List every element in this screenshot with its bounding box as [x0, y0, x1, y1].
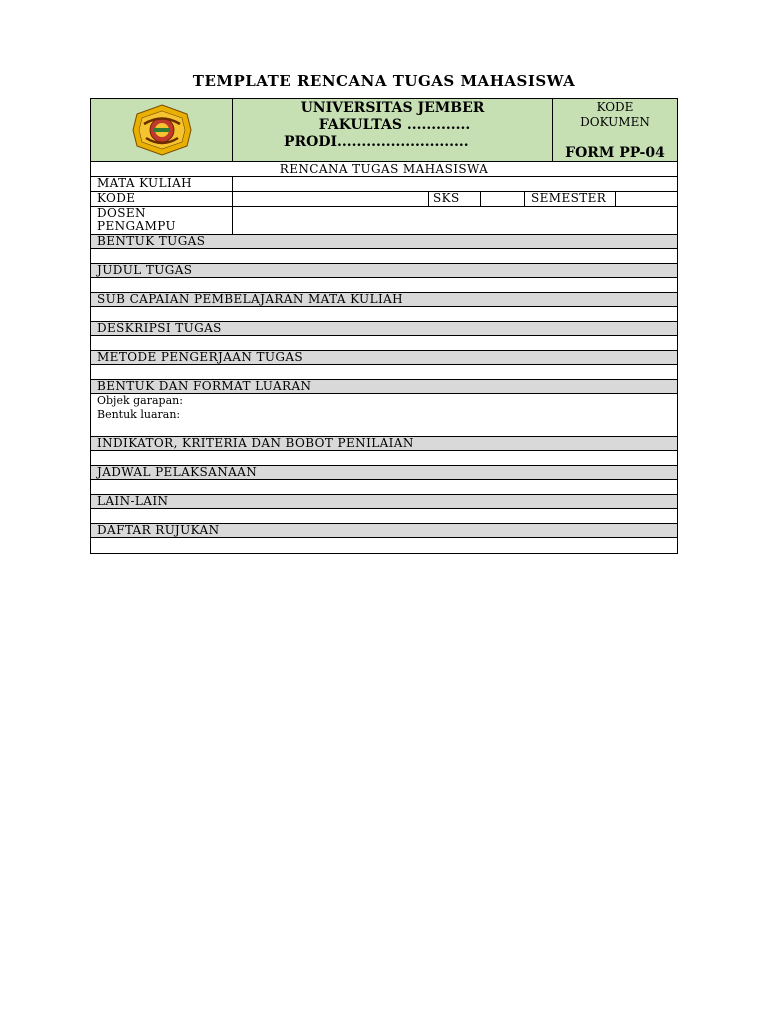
indikator-field[interactable] [91, 451, 677, 466]
deskripsi-header: DESKRIPSI TUGAS [91, 322, 677, 336]
document-label: DOKUMEN [580, 115, 650, 129]
bentuk-tugas-header: BENTUK TUGAS [91, 235, 677, 249]
objek-garapan-label: Objek garapan: [97, 394, 183, 407]
sub-capaian-header: SUB CAPAIAN PEMBELAJARAN MATA KULIAH [91, 293, 677, 307]
judul-tugas-field[interactable] [91, 278, 677, 293]
semester-field[interactable] [616, 192, 677, 206]
mata-kuliah-field[interactable] [233, 177, 677, 191]
document-title: TEMPLATE RENCANA TUGAS MAHASISWA [192, 72, 576, 90]
bentuk-tugas-field[interactable] [91, 249, 677, 264]
mata-kuliah-label: MATA KULIAH [91, 177, 233, 191]
sks-label: SKS [429, 192, 481, 206]
dosen-row [91, 207, 677, 235]
document-code-cell [553, 99, 677, 161]
indikator-header: INDIKATOR, KRITERIA DAN BOBOT PENILAIAN [91, 437, 677, 451]
task-plan-form [90, 98, 678, 554]
metode-header: METODE PENGERJAAN TUGAS [91, 351, 677, 365]
form-code: FORM PP-04 [565, 145, 665, 161]
dosen-label [91, 207, 233, 234]
kode-field[interactable] [233, 192, 429, 206]
semester-label: SEMESTER [525, 192, 616, 206]
metode-field[interactable] [91, 365, 677, 380]
jadwal-field[interactable] [91, 480, 677, 495]
judul-tugas-header: JUDUL TUGAS [91, 264, 677, 278]
form-header [91, 99, 677, 162]
logo-cell [91, 99, 233, 161]
rujukan-header: DAFTAR RUJUKAN [91, 524, 677, 538]
code-label: KODE [596, 100, 634, 114]
deskripsi-field[interactable] [91, 336, 677, 351]
dosen-label-line2: PENGAMPU [97, 219, 177, 233]
university-name: UNIVERSITAS JEMBER [300, 100, 485, 116]
dosen-label-line1: DOSEN [97, 206, 146, 220]
bentuk-luaran-label: Bentuk luaran: [97, 408, 181, 421]
lain-lain-header: LAIN-LAIN [91, 495, 677, 509]
sks-field[interactable] [481, 192, 525, 206]
section-title: RENCANA TUGAS MAHASISWA [279, 161, 489, 176]
university-cell [233, 99, 553, 161]
dosen-field[interactable] [233, 207, 677, 234]
rujukan-field[interactable] [91, 538, 677, 553]
university-logo-icon [132, 104, 192, 156]
program-line: PRODI........................... [284, 134, 469, 150]
jadwal-header: JADWAL PELAKSANAAN [91, 466, 677, 480]
mata-kuliah-row [91, 177, 677, 192]
section-title-row [91, 162, 677, 177]
lain-lain-field[interactable] [91, 509, 677, 524]
kode-row [91, 192, 677, 207]
luaran-field[interactable] [91, 394, 677, 437]
sub-capaian-field[interactable] [91, 307, 677, 322]
luaran-header: BENTUK DAN FORMAT LUARAN [91, 380, 677, 394]
faculty-line: FAKULTAS ............. [318, 117, 471, 133]
kode-label: KODE [91, 192, 233, 206]
